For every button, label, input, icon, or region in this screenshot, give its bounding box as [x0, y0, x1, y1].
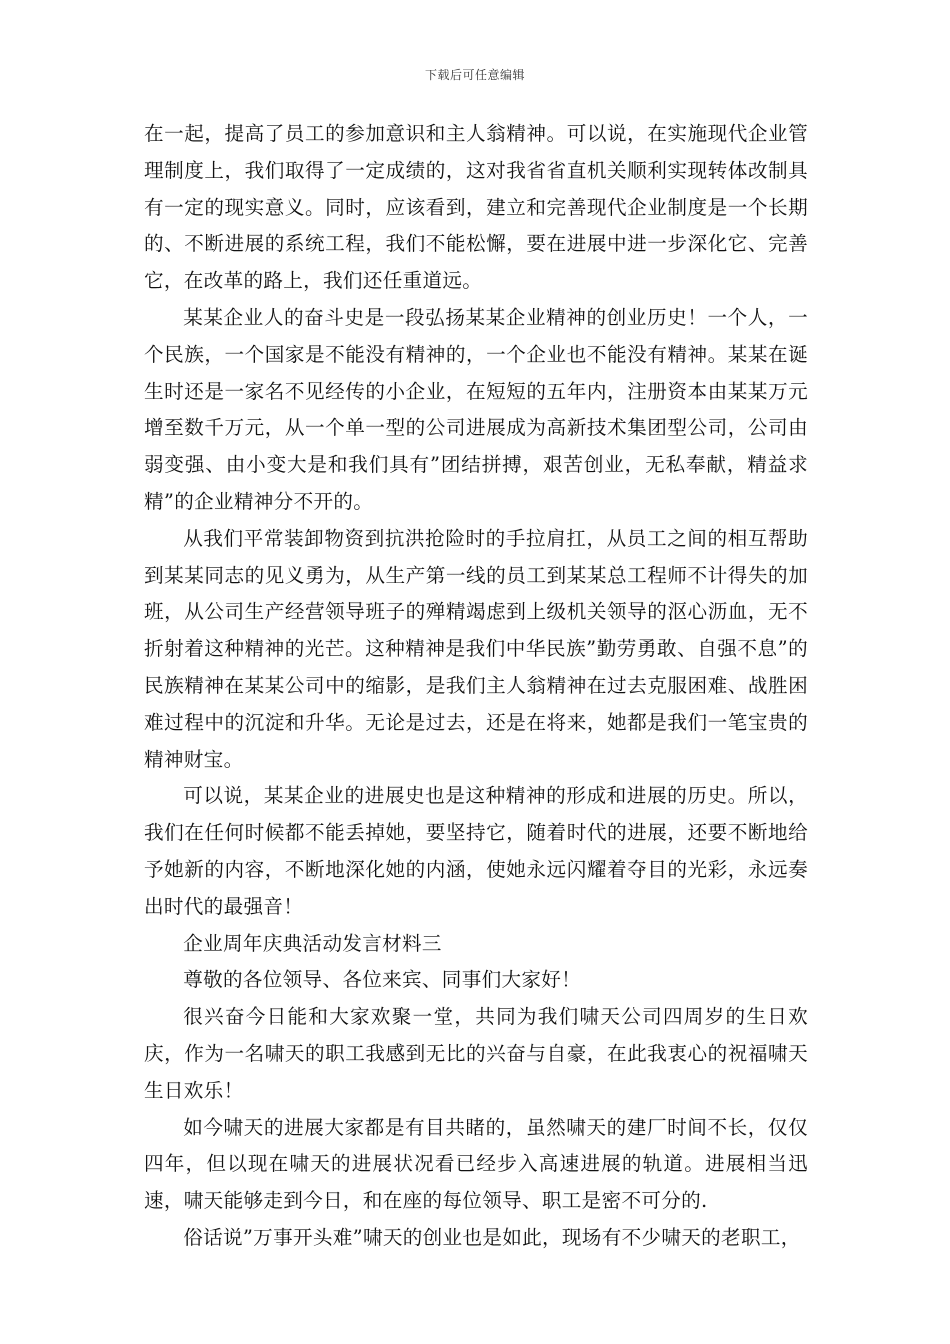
paragraph-6: 如今啸天的进展大家都是有目共睹的，虽然啸天的建厂时间不长，仅仅四年，但以现在啸天的进展状况看已经步入高速进展的轨道。进展相当迅速，啸天能够走到今日，和在座的每位领导、职工是密不可分的. [144, 1115, 808, 1213]
paragraph-5: 很兴奋今日能和大家欢聚一堂，共同为我们啸天公司四周岁的生日欢庆，作为一名啸天的职工我感到无比的兴奋与自豪，在此我衷心的祝福啸天生日欢乐！ [144, 1005, 808, 1102]
salutation: 尊敬的各位领导、各位来宾、同事们大家好！ [183, 968, 582, 992]
paragraph-1: 在一起，提高了员工的参加意识和主人翁精神。可以说，在实施现代企业管理制度上，我们取得了一定成绩的，这对我省省直机关顺利实现转体改制具有一定的现实意义。同时，应该看到，建立和完善现代企业制度是一个长期的、不断进展的系统工程，我们不能松懈，要在进展中进一步深化它、完善它，在改革的路上，我们还任重道远。 [144, 122, 808, 293]
paragraph-3: 从我们平常装卸物资到抗洪抢险时的手拉肩扛，从员工之间的相互帮助到某某同志的见义勇为，从生产第一线的员工到某某总工程师不计得失的加班，从公司生产经营领导班子的殚精竭虑到上级机关领导的沤心沥血，无不折射着这种精神的光芒。这种精神是我们中华民族”勤劳勇敢、自强不息”的民族精神在某某公司中的缩影，是我们主人翁精神在过去克服困难、战胜困难过程中的沉淀和升华。无论是过去，还是在将来，她都是我们一笔宝贵的精神财宝。 [144, 526, 808, 771]
paragraph-7: 俗话说”万事开头难”啸天的创业也是如此，现场有不少啸天的老职工， [183, 1225, 801, 1249]
page-header: 下载后可任意编辑 [424, 68, 525, 82]
paragraph-2: 某某企业人的奋斗史是一段弘扬某某企业精神的创业历史！一个人，一个民族，一个国家是不能没有精神的，一个企业也不能没有精神。某某在诞生时还是一家名不见经传的小企业，在短短的五年内，注册资本由某某万元增至数千万元，从一个单一型的公司进展成为高新技术集团型公司，公司由弱变强、由小变大是和我们具有”团结拼搏，艰苦创业，无私奉献，精益求精”的企业精神分不开的。 [144, 305, 808, 513]
document-body [144, 116, 808, 1257]
section-title: 企业周年庆典活动发言材料三 [183, 931, 442, 955]
paragraph-4: 可以说，某某企业的进展史也是这种精神的形成和进展的历史。所以，我们在任何时候都不能丢掉她，要坚持它，随着时代的进展，还要不断地给予她新的内容，不断地深化她的内涵，使她永远闪耀着夺目的光彩，永远奏出时代的最强音！ [144, 784, 808, 918]
